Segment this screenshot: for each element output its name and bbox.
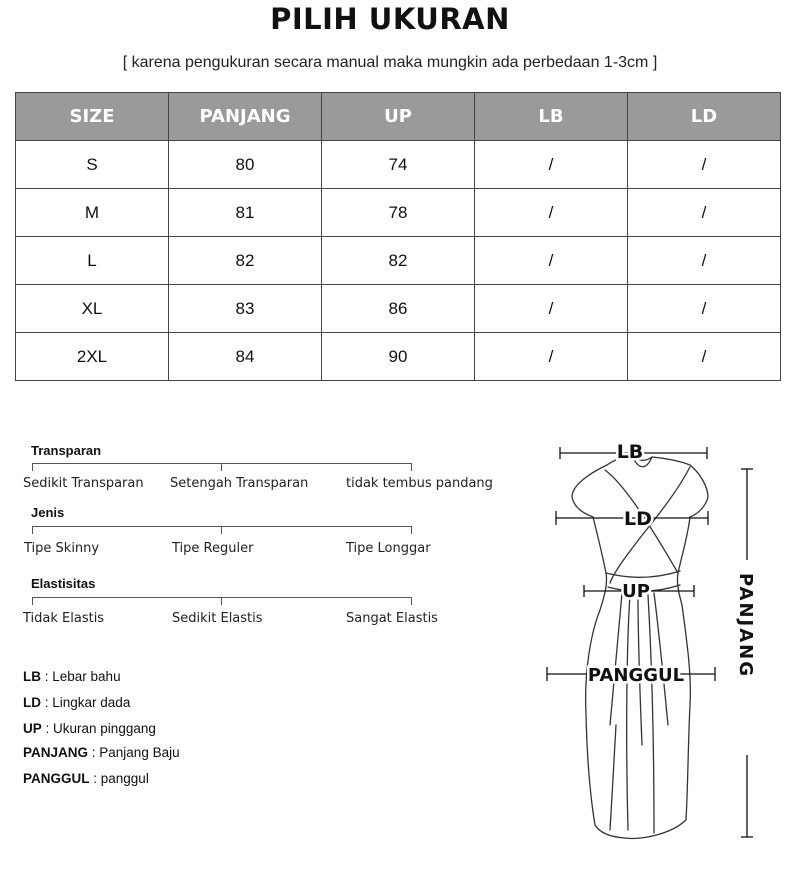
table-row bbox=[16, 237, 781, 285]
col-panjang: PANJANG bbox=[169, 93, 322, 141]
cell-ld: / bbox=[628, 189, 781, 237]
col-ld: LD bbox=[628, 93, 781, 141]
cell-up: 86 bbox=[322, 285, 475, 333]
legend-desc: Lingkar dada bbox=[52, 695, 131, 710]
cell-size: S bbox=[16, 141, 169, 189]
legend-desc: Lebar bahu bbox=[52, 669, 121, 684]
scale-tick bbox=[221, 597, 222, 605]
scale-option: Setengah Transparan bbox=[170, 476, 309, 491]
scale-title: Jenis bbox=[31, 505, 65, 520]
cell-lb: / bbox=[475, 285, 628, 333]
scale-tick bbox=[32, 597, 33, 605]
size-table-header bbox=[16, 93, 781, 141]
cell-panjang: 82 bbox=[169, 237, 322, 285]
legend-key: PANGGUL bbox=[23, 771, 90, 786]
legend-key: LB bbox=[23, 669, 41, 684]
legend-item-panjang: PANJANG : Panjang Baju bbox=[23, 745, 180, 760]
scale-tick bbox=[411, 463, 412, 471]
scale-tick bbox=[411, 597, 412, 605]
legend-desc: Panjang Baju bbox=[99, 745, 180, 760]
page-title: PILIH UKURAN bbox=[270, 2, 510, 36]
legend-item-panggul: PANGGUL : panggul bbox=[23, 771, 149, 786]
size-table bbox=[15, 92, 781, 381]
table-row bbox=[16, 189, 781, 237]
label-up: UP bbox=[622, 581, 650, 602]
legend-key: UP bbox=[23, 721, 42, 736]
scale-option: Tipe Reguler bbox=[172, 541, 254, 556]
legend-key: PANJANG bbox=[23, 745, 89, 760]
scale-option: Sedikit Elastis bbox=[172, 611, 263, 626]
cell-up: 90 bbox=[322, 333, 475, 381]
cell-ld: / bbox=[628, 333, 781, 381]
cell-size: M bbox=[16, 189, 169, 237]
scale-tick bbox=[32, 526, 33, 534]
scale-line bbox=[32, 597, 412, 598]
legend-desc: Ukuran pinggang bbox=[53, 721, 156, 736]
label-panggul: PANGGUL bbox=[587, 665, 685, 686]
cell-up: 78 bbox=[322, 189, 475, 237]
measurement-note: [ karena pengukuran secara manual maka mungkin ada perbedaan 1-3cm ] bbox=[122, 54, 658, 71]
cell-size: 2XL bbox=[16, 333, 169, 381]
scale-option: Sangat Elastis bbox=[346, 611, 438, 626]
scale-title: Transparan bbox=[31, 443, 102, 458]
scale-option: Tipe Longgar bbox=[346, 541, 431, 556]
cell-ld: / bbox=[628, 141, 781, 189]
cell-panjang: 80 bbox=[169, 141, 322, 189]
cell-lb: / bbox=[475, 189, 628, 237]
legend-desc: panggul bbox=[100, 771, 149, 786]
cell-panjang: 83 bbox=[169, 285, 322, 333]
cell-panjang: 84 bbox=[169, 333, 322, 381]
label-lb: LB bbox=[616, 441, 644, 463]
cell-lb: / bbox=[475, 237, 628, 285]
label-ld: LD bbox=[624, 508, 652, 530]
cell-lb: / bbox=[475, 333, 628, 381]
cell-panjang: 81 bbox=[169, 189, 322, 237]
cell-size: XL bbox=[16, 285, 169, 333]
scale-option: Tidak Elastis bbox=[23, 611, 105, 626]
scale-tick bbox=[32, 463, 33, 471]
scale-line bbox=[32, 463, 412, 464]
table-row bbox=[16, 141, 781, 189]
scale-tick bbox=[221, 526, 222, 534]
cell-ld: / bbox=[628, 237, 781, 285]
legend-item-ld: LD : Lingkar dada bbox=[23, 695, 131, 710]
label-panjang: PANJANG bbox=[735, 573, 756, 679]
legend-item-lb: LB : Lebar bahu bbox=[23, 669, 121, 684]
cell-up: 82 bbox=[322, 237, 475, 285]
col-lb: LB bbox=[475, 93, 628, 141]
legend-item-up: UP : Ukuran pinggang bbox=[23, 721, 156, 736]
scale-option: Tipe Skinny bbox=[24, 541, 100, 556]
scale-title: Elastisitas bbox=[31, 576, 96, 591]
dress-diagram bbox=[530, 425, 790, 850]
cell-ld: / bbox=[628, 285, 781, 333]
cell-size: L bbox=[16, 237, 169, 285]
legend-key: LD bbox=[23, 695, 41, 710]
cell-up: 74 bbox=[322, 141, 475, 189]
scale-option: Sedikit Transparan bbox=[23, 476, 144, 491]
scale-line bbox=[32, 526, 412, 527]
scale-tick bbox=[411, 526, 412, 534]
cell-lb: / bbox=[475, 141, 628, 189]
col-size: SIZE bbox=[16, 93, 169, 141]
table-row bbox=[16, 285, 781, 333]
scale-option: tidak tembus pandang bbox=[346, 476, 493, 491]
scale-tick bbox=[221, 463, 222, 471]
col-up: UP bbox=[322, 93, 475, 141]
table-row bbox=[16, 333, 781, 381]
